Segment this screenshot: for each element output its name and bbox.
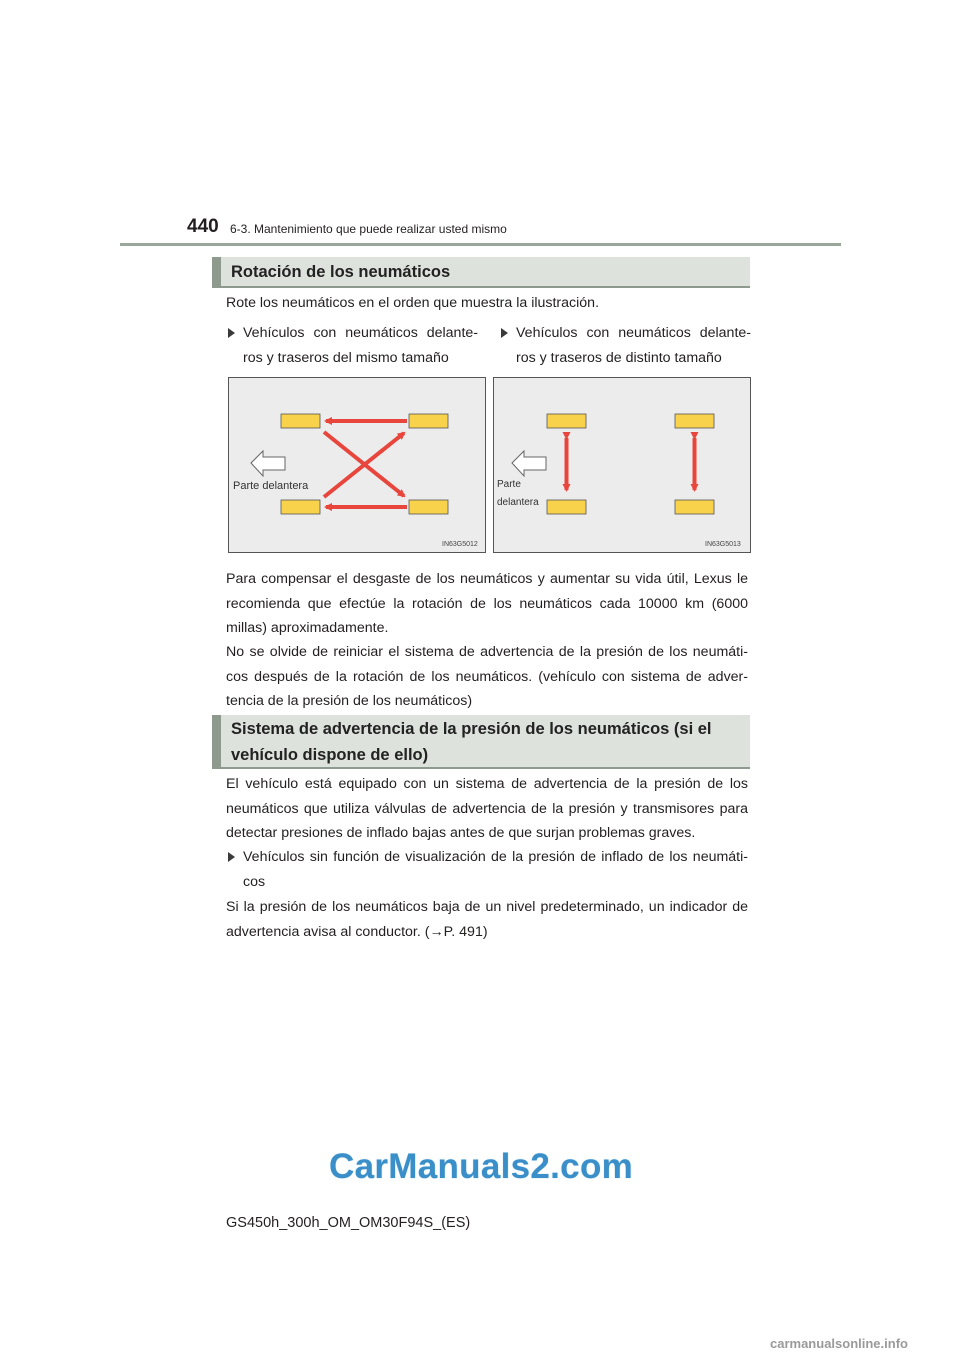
tpws-heading bbox=[212, 715, 750, 769]
triangle-bullet-icon bbox=[228, 852, 235, 862]
section-title: 6-3. Mantenimiento que puede realizar usted mismo bbox=[230, 222, 507, 236]
front-direction-arrow-icon bbox=[512, 451, 546, 476]
figure-code-left: IN63G5012 bbox=[442, 541, 478, 548]
figure-rotation-same-size bbox=[228, 377, 486, 553]
header-rule bbox=[120, 243, 841, 246]
tpws-bullet bbox=[228, 845, 748, 894]
bullet-same-size bbox=[228, 321, 478, 370]
triangle-bullet-icon bbox=[228, 328, 235, 338]
rotation-diagram-same-size bbox=[229, 378, 484, 551]
front-label-left: Parte delantera bbox=[233, 480, 309, 492]
bullet-same-size-text: Vehículos con neumáticos delante-ros y traseros del mismo tamaño bbox=[243, 325, 478, 366]
tpws-bullet-text: Vehículos sin función de visualización de la presión de inflado de los neumáti-cos bbox=[243, 849, 748, 890]
tpws-heading-text: Sistema de advertencia de la presión de los neumáticos (si el vehículo dispone de ello) bbox=[231, 720, 712, 764]
tpws-para-2: Si la presión de los neumáticos baja de un nivel predeterminado, un indicador de advertencia avisa al conductor. (→P. 491) bbox=[226, 899, 748, 940]
figure-rotation-diff-size bbox=[493, 377, 751, 553]
tire-front-left-icon bbox=[547, 414, 586, 428]
front-label-right-1: Parte bbox=[497, 479, 521, 490]
tire-rear-right-icon bbox=[409, 500, 448, 514]
rotation-para-2: No se olvide de reiniciar el sistema de advertencia de la presión de los neumáti-cos después de la rotación de los neumáticos. (vehículo con sistema de adver-tencia de la presión de los neumáticos) bbox=[226, 644, 748, 709]
figure-code-right: IN63G5013 bbox=[705, 541, 741, 548]
front-label-right-2: delantera bbox=[497, 497, 539, 508]
tire-rear-left-icon bbox=[409, 414, 448, 428]
tire-front-right-icon bbox=[281, 500, 320, 514]
footer-doc-id: GS450h_300h_OM_OM30F94S_(ES) bbox=[226, 1215, 471, 1231]
rotation-heading-text: Rotación de los neumáticos bbox=[231, 263, 451, 281]
front-direction-arrow-icon bbox=[251, 451, 285, 476]
tire-rear-left-icon bbox=[675, 414, 714, 428]
bottom-logo: carmanualsonline.info bbox=[770, 1336, 908, 1351]
tpws-para-1: El vehículo está equipado con un sistema de advertencia de la presión de los neumáticos que utiliza válvulas de advertencia de la presión y transmisores para detectar presiones de inflado bajas antes de que surjan problemas graves. bbox=[226, 776, 748, 841]
page-number: 440 bbox=[187, 216, 219, 237]
triangle-bullet-icon bbox=[501, 328, 508, 338]
bullet-diff-size-text: Vehículos con neumáticos delante-ros y traseros de distinto tamaño bbox=[516, 325, 751, 366]
tire-front-left-icon bbox=[281, 414, 320, 428]
rotation-diagram-diff-size bbox=[494, 378, 749, 551]
rotation-para-1: Para compensar el desgaste de los neumáticos y aumentar su vida útil, Lexus le recomienda que efectúe la rotación de los neumáticos cada 10000 km (6000 millas) aproximadamente. bbox=[226, 571, 748, 636]
rotation-heading bbox=[212, 257, 750, 288]
bullet-diff-size bbox=[501, 321, 751, 370]
tire-rear-right-icon bbox=[675, 500, 714, 514]
watermark: CarManuals2.com bbox=[329, 1147, 634, 1186]
tire-front-right-icon bbox=[547, 500, 586, 514]
rotation-intro: Rote los neumáticos en el orden que muestra la ilustración. bbox=[226, 295, 600, 311]
